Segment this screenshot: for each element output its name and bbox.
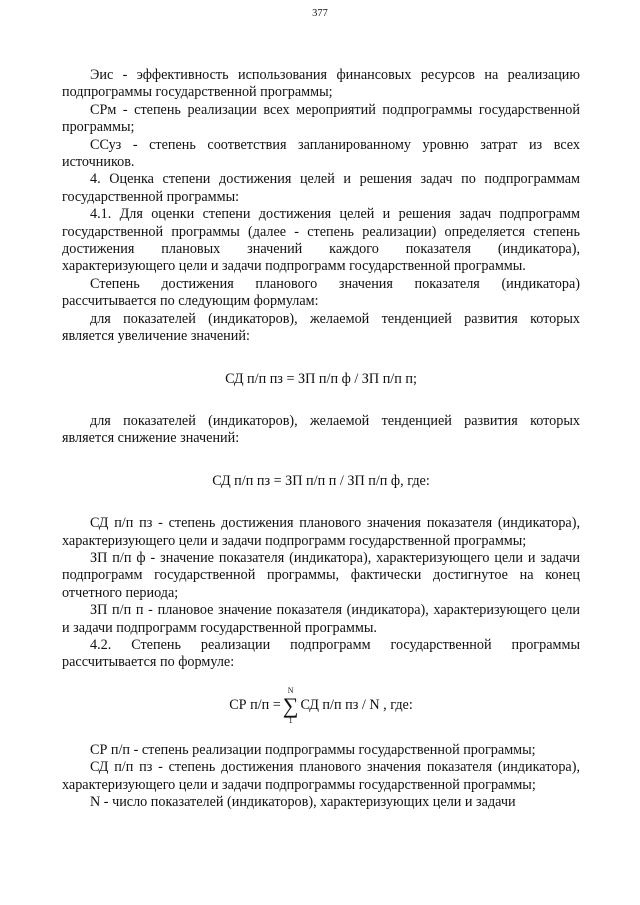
definition-sd-2: СД п/п пз - степень достижения планового значения показателя (индикатора), характеризующего цели и задачи подпрограммы государственной программы; xyxy=(62,759,580,793)
sigma-icon: ∑ xyxy=(282,692,299,718)
paragraph-increase: для показателей (индикаторов), желаемой тенденцией развития которых является увеличение значений: xyxy=(62,310,580,345)
paragraph-4-2: 4.2. Степень реализации подпрограмм государственной программы рассчитывается по формуле: xyxy=(62,636,580,671)
formula-sum-rhs: СД п/п пз / N , где: xyxy=(300,697,413,714)
definition-sd: СД п/п пз - степень достижения планового значения показателя (индикатора), характеризующего цели и задачи подпрограмм государственной программы; xyxy=(62,515,580,549)
section-4-heading: 4. Оценка степени достижения целей и решения задач по подпрограммам государственной программы: xyxy=(62,171,580,205)
paragraph-ssuz: ССуз - степень соответствия запланированному уровню затрат из всех источников. xyxy=(62,136,580,171)
paragraph-degree-formulas: Степень достижения планового значения показателя (индикатора) рассчитывается по следующим формулам: xyxy=(62,275,580,310)
paragraph-4-1: 4.1. Для оценки степени достижения целей и решения задач подпрограмм государственной программы (далее - степень реализации) определяется степень достижения плановых значений каждого показателя (индикатора), характеризующего цели и задачи подпрограмм государственной программы. xyxy=(62,206,580,275)
paragraph-decrease: для показателей (индикаторов), желаемой тенденцией развития которых является снижение значений: xyxy=(62,412,580,447)
formula-sum xyxy=(62,684,580,728)
definition-sr: СР п/п - степень реализации подпрограммы государственной программы; xyxy=(90,741,536,758)
definition-zp-plan: ЗП п/п п - плановое значение показателя (индикатора), характеризующего цели и задачи подпрограмм государственной программы. xyxy=(62,602,580,636)
paragraph-srm: СРм - степень реализации всех мероприятий подпрограммы государственной программы; xyxy=(62,101,580,136)
definition-n: N - число показателей (индикаторов), характеризующих цели и задачи xyxy=(90,794,516,810)
formula-increase: СД п/п пз = ЗП п/п ф / ЗП п/п п; xyxy=(225,370,417,387)
definition-zp-fact: ЗП п/п ф - значение показателя (индикатора), характеризующего цели и задачи подпрограмм государственной программы, фактически достигнутое на конец отчетного периода; xyxy=(62,549,580,601)
document-body xyxy=(62,67,580,811)
sigma-upper-limit: N xyxy=(287,685,294,695)
paragraph-eis: Эис - эффективность использования финансовых ресурсов на реализацию подпрограммы государственной программы; xyxy=(62,67,580,101)
sigma-symbol xyxy=(283,687,299,725)
formula-decrease: СД п/п пз = ЗП п/п п / ЗП п/п ф, где: xyxy=(212,472,430,489)
formula-sum-lhs: СР п/п = xyxy=(229,697,281,714)
page-number: 377 xyxy=(312,8,328,19)
sigma-lower-limit: 1 xyxy=(288,715,293,725)
